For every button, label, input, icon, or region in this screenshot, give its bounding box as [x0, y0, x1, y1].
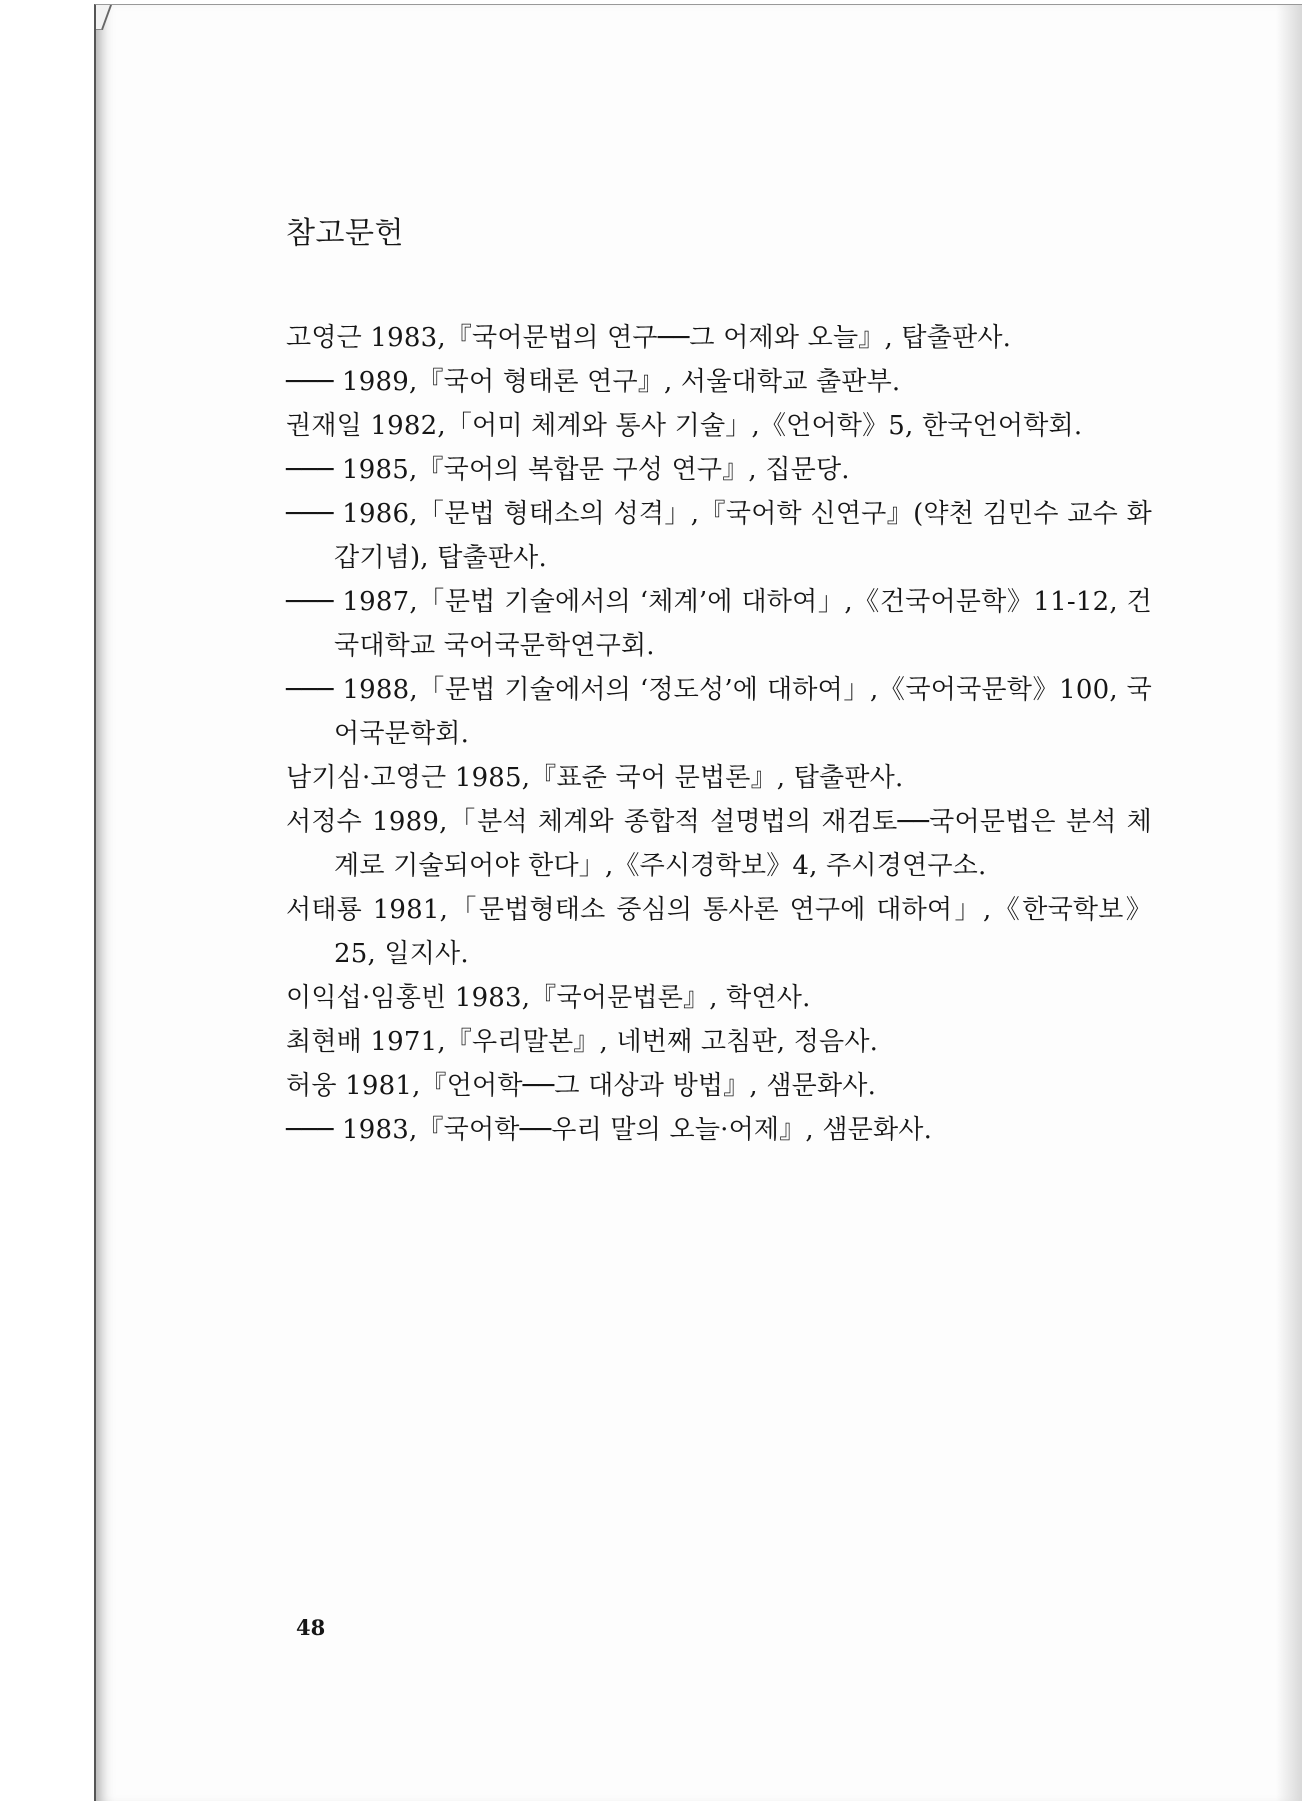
reference-entry: 서태룡 1981,「문법형태소 중심의 통사론 연구에 대하여」,《한국학보》25, 일지사. — [286, 895, 1152, 969]
reference-entry: 허웅 1981,『언어학──그 대상과 방법』, 샘문화사. — [286, 1071, 877, 1101]
reference-entry: 이익섭·임홍빈 1983,『국어문법론』, 학연사. — [286, 983, 811, 1013]
reference-entry: ─── 1986,「문법 형태소의 성격」,『국어학 신연구』(약천 김민수 교수 화갑기념), 탑출판사. — [286, 499, 1152, 573]
reference-entry: 남기심·고영근 1985,『표준 국어 문법론』, 탑출판사. — [286, 763, 904, 793]
reference-entry: ─── 1985,『국어의 복합문 구성 연구』, 집문당. — [286, 455, 850, 485]
reference-entry: ─── 1989,『국어 형태론 연구』, 서울대학교 출판부. — [286, 367, 901, 397]
reference-entry: 고영근 1983,『국어문법의 연구──그 어제와 오늘』, 탑출판사. — [286, 323, 1012, 353]
page-number: 48 — [296, 1615, 326, 1640]
page-corner-fold — [94, 5, 112, 30]
reference-entry: ─── 1988,「문법 기술에서의 ‘정도성’에 대하여」,《국어국문학》100, 국어국문학회. — [286, 675, 1152, 749]
reference-entry: 서정수 1989,「분석 체계와 종합적 설명법의 재검토──국어문법은 분석 체계로 기술되어야 한다」,《주시경학보》4, 주시경연구소. — [286, 807, 1152, 881]
reference-entry: ─── 1987,「문법 기술에서의 ‘체계’에 대하여」,《건국어문학》11-12, 건국대학교 국어국문학연구회. — [286, 587, 1152, 661]
reference-list — [286, 316, 1152, 1152]
reference-entry: 권재일 1982,「어미 체계와 통사 기술」,《언어학》5, 한국언어학회. — [286, 411, 1083, 441]
reference-entry: 최현배 1971,『우리말본』, 네번째 고침판, 정음사. — [286, 1027, 879, 1057]
reference-entry: ─── 1983,『국어학──우리 말의 오늘·어제』, 샘문화사. — [286, 1115, 933, 1145]
section-heading: 참고문헌 — [286, 216, 404, 251]
